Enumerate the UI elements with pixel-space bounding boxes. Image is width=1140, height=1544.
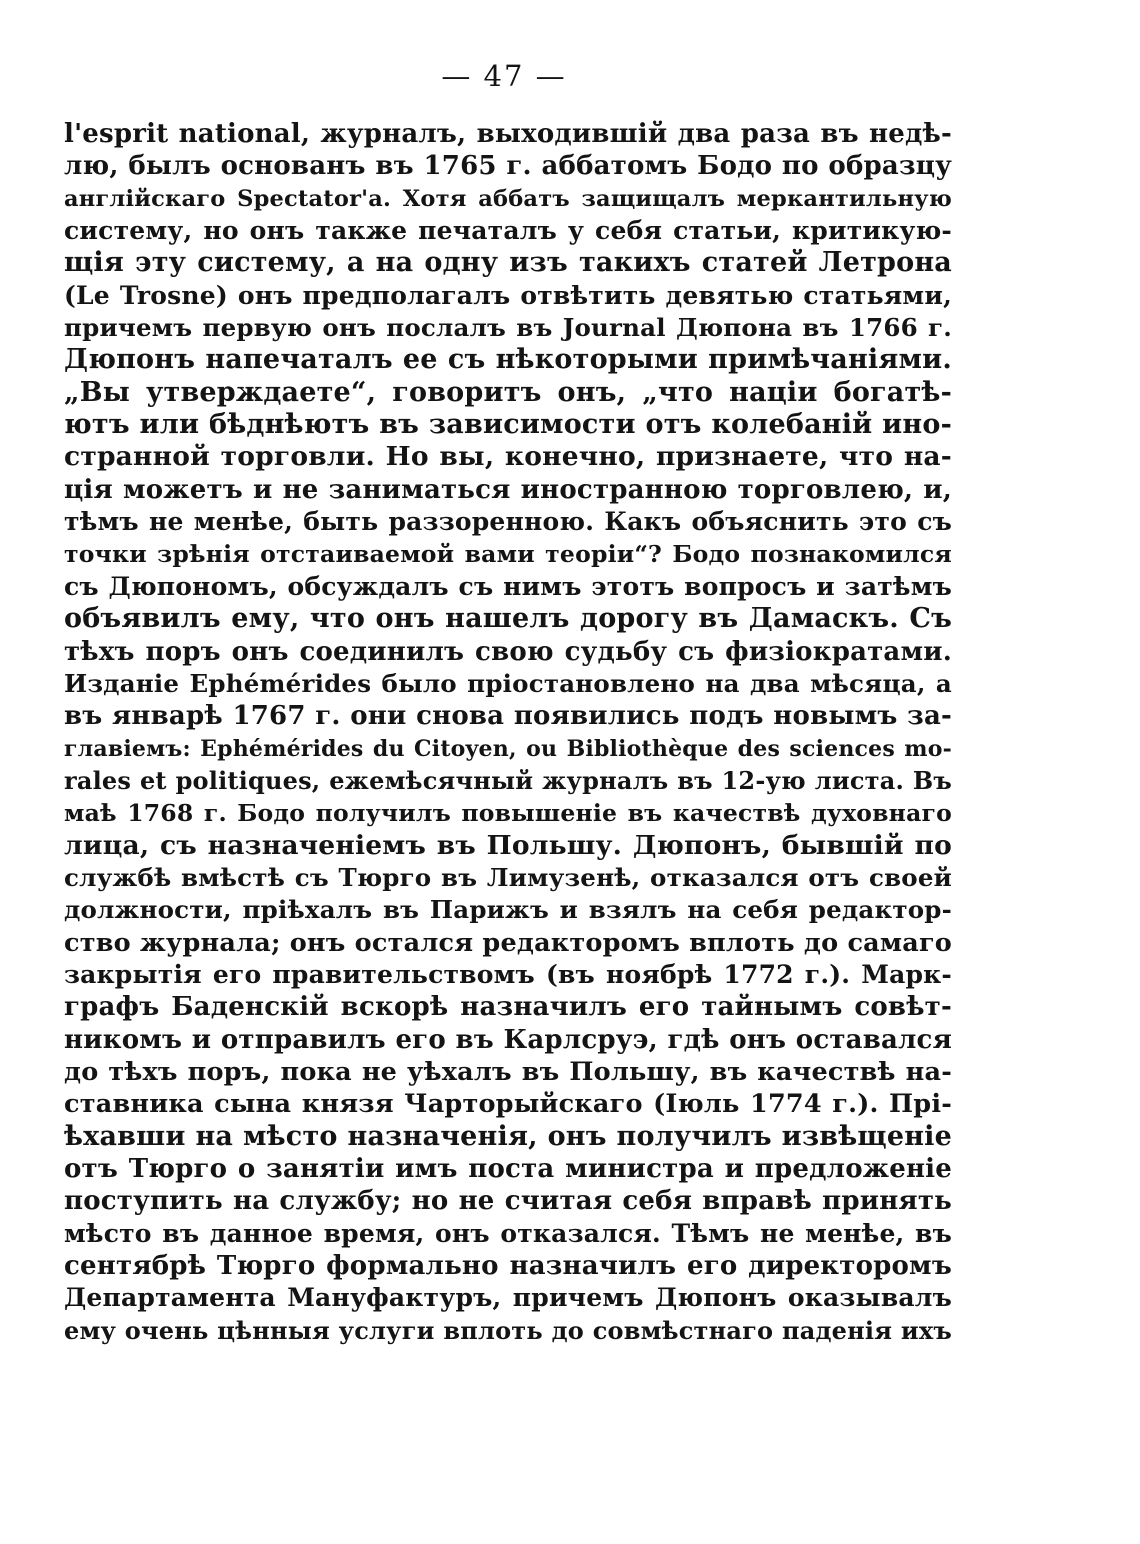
text-line: закрытія его правительствомъ (въ ноябрѣ 1772 г.). Марк- [64, 959, 952, 989]
text-line: (Le Trosne) онъ предполагалъ отвѣтить девятью статьями, [64, 280, 952, 310]
text-line: Дюпонъ напечаталъ ее съ нѣкоторыми примѣчаніями. [64, 344, 952, 376]
text-line: систему, но онъ также печаталъ у себя статьи, критикую- [64, 216, 952, 246]
text-line: англійскаго Spectator'a. Хотя аббатъ защищалъ меркантильную [64, 185, 952, 212]
text-line: маѣ 1768 г. Бодо получилъ повышеніе въ качествѣ духовнаго [64, 799, 952, 828]
text-line: l'esprit national, журналъ, выходившій два раза въ недѣ- [64, 119, 952, 149]
text-line: лица, съ назначеніемъ въ Польшу. Дюпонъ, бывшій по [64, 829, 952, 861]
text-line: никомъ и отправилъ его въ Карлсруэ, гдѣ онъ оставался [64, 1024, 952, 1055]
text-line: Изданіе Ephémérides было пріостановлено на два мѣсяца, а [64, 668, 952, 698]
text-line: точки зрѣнія отстаиваемой вами теоріи“? Бодо познакомился [64, 540, 952, 569]
text-line: Департамента Мануфактуръ, причемъ Дюпонъ оказывалъ [64, 1283, 952, 1313]
body-text [64, 118, 952, 1347]
text-line: щія эту систему, а на одну изъ такихъ статей Летрона [64, 247, 952, 279]
text-line: ему очень цѣнныя услуги вплоть до совмѣстнаго паденія ихъ [64, 1315, 952, 1345]
text-line: тѣхъ поръ онъ соединилъ свою судьбу съ физіократами. [64, 636, 952, 667]
text-line: главіемъ: Ephémérides du Citoyen, ou Bibliothèque des sciences mo- [64, 735, 952, 762]
text-line: объявилъ ему, что онъ нашелъ дорогу въ Дамаскъ. Съ [64, 603, 952, 635]
text-line: поступить на службу; но не считая себя вправѣ принять [64, 1186, 952, 1217]
text-line: въ январѣ 1767 г. они снова появились подъ новымъ за- [64, 701, 952, 732]
text-line: ство журнала; онъ остался редакторомъ вплоть до самаго [64, 927, 952, 958]
text-line: rales et politiques, ежемѣсячный журналъ въ 12-ую листа. Въ [64, 765, 952, 795]
text-line: ція можетъ и не заниматься иностранною торговлею, и, [64, 474, 952, 505]
text-line: лю, былъ основанъ въ 1765 г. аббатомъ Бодо по образцу [64, 151, 952, 182]
text-line: отъ Тюрго о занятіи имъ поста министра и предложеніе [64, 1154, 952, 1184]
text-line: ставника сына князя Чарторыйскаго (Іюль 1774 г.). Прі- [64, 1089, 952, 1120]
text-line: ютъ или бѣднѣютъ въ зависимости отъ колебаній ино- [64, 409, 952, 441]
text-line: странной торговли. Но вы, конечно, признаете, что на- [64, 441, 952, 473]
text-line: мѣсто въ данное время, онъ отказался. Тѣмъ не менѣе, въ [64, 1218, 952, 1248]
text-line: причемъ первую онъ послалъ въ Journal Дюпона въ 1766 г. [64, 313, 952, 343]
text-line: ѣхавши на мѣсто назначенія, онъ получилъ извѣщеніе [64, 1120, 952, 1152]
text-line: тѣмъ не менѣе, быть раззоренною. Какъ объяснить это съ [64, 507, 952, 537]
text-line: графъ Баденскій вскорѣ назначилъ его тайнымъ совѣт- [64, 992, 952, 1023]
page-number: — 47 — [441, 59, 567, 93]
text-line: до тѣхъ поръ, пока не уѣхалъ въ Польшу, въ качествѣ на- [64, 1056, 952, 1087]
text-line: съ Дюпономъ, обсуждалъ съ нимъ этотъ вопросъ и затѣмъ [64, 571, 952, 601]
text-line: „Вы утверждаете“, говоритъ онъ, „что націи богатѣ- [64, 376, 952, 408]
text-line: сентябрѣ Тюрго формально назначилъ его директоромъ [64, 1251, 952, 1282]
text-line: должности, пріѣхалъ въ Парижъ и взялъ на себя редактор- [64, 895, 952, 925]
text-line: службѣ вмѣстѣ съ Тюрго въ Лимузенѣ, отказался отъ своей [64, 862, 952, 892]
